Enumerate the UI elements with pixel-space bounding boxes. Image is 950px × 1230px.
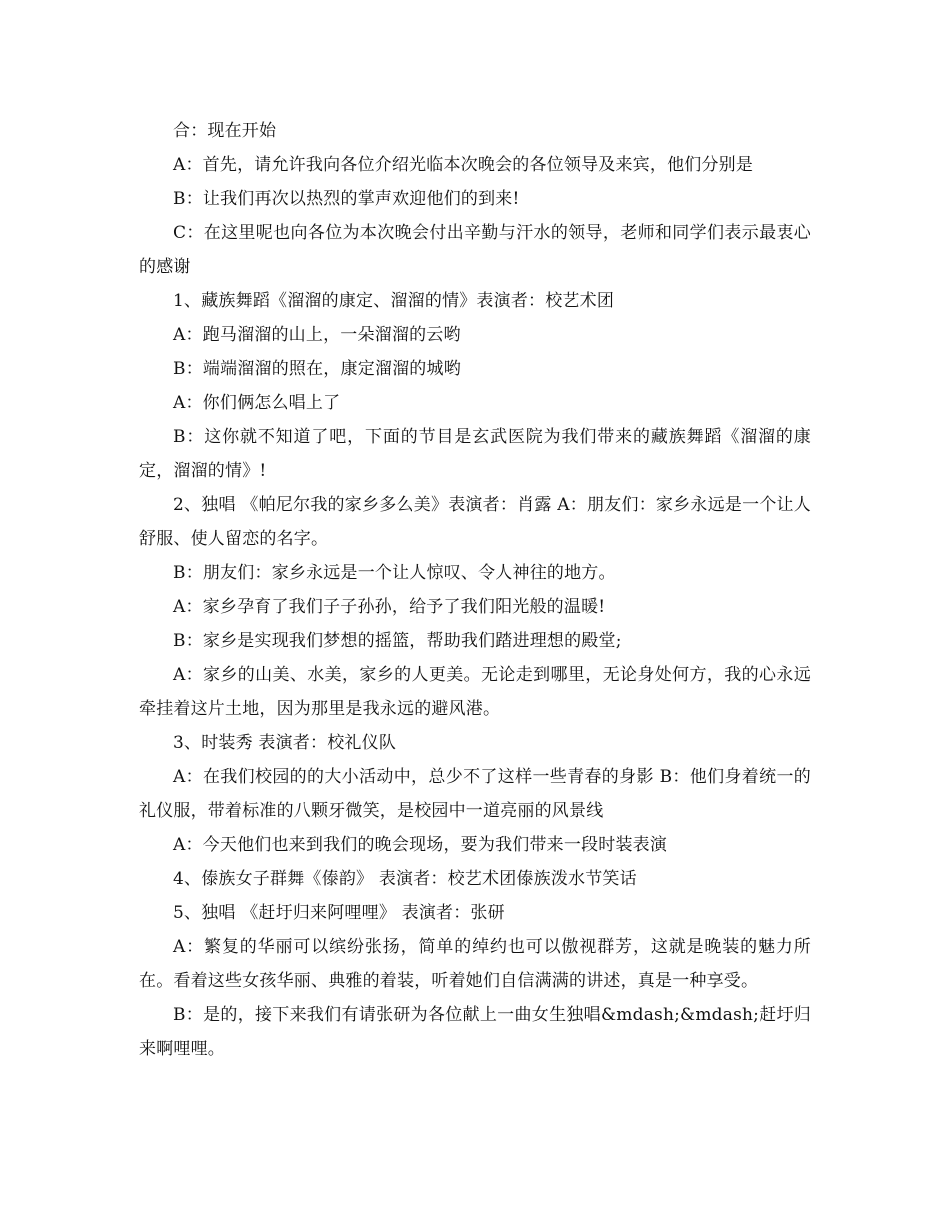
document-body [139, 114, 811, 1066]
paragraph: A：首先，请允许我向各位介绍光临本次晚会的各位领导及来宾，他们分别是 [173, 155, 754, 175]
paragraph: A：在我们校园的的大小活动中，总少不了这样一些青春的身影 B：他们身着统一的礼仪服，带着标准的八颗牙微笑，是校园中一道亮丽的风景线 [139, 767, 811, 821]
paragraph: A：你们俩怎么唱上了 [173, 393, 341, 413]
program-item-heading: 1、藏族舞蹈《溜溜的康定、溜溜的情》表演者：校艺术团 [173, 291, 615, 311]
paragraph: A：家乡的山美、水美，家乡的人更美。无论走到哪里，无论身处何方，我的心永远牵挂着这片土地，因为那里是我永远的避风港。 [139, 665, 811, 719]
program-item-heading: 3、时装秀 表演者：校礼仪队 [173, 733, 397, 753]
paragraph: B：这你就不知道了吧，下面的节目是玄武医院为我们带来的藏族舞蹈《溜溜的康定，溜溜的情》! [139, 427, 811, 481]
paragraph: B：是的，接下来我们有请张研为各位献上一曲女生独唱&mdash;&mdash;赶圩归来啊哩哩。 [139, 1005, 811, 1059]
paragraph: B：端端溜溜的照在，康定溜溜的城哟 [173, 359, 461, 379]
program-item-heading: 5、独唱 《赶圩归来阿哩哩》 表演者：张研 [173, 903, 505, 923]
program-item-heading: 2、独唱 《帕尼尔我的家乡多么美》表演者：肖露 A：朋友们：家乡永远是一个让人舒服、使人留恋的名字。 [139, 495, 811, 549]
paragraph: A：跑马溜溜的山上，一朵溜溜的云哟 [173, 325, 461, 345]
paragraph: B：朋友们：家乡永远是一个让人惊叹、令人神往的地方。 [173, 563, 616, 583]
paragraph: B：让我们再次以热烈的掌声欢迎他们的到来! [173, 189, 520, 209]
paragraph: A：繁复的华丽可以缤纷张扬，简单的绰约也可以傲视群芳，这就是晚装的魅力所在。看着这些女孩华丽、典雅的着装，听着她们自信满满的讲述，真是一种享受。 [139, 937, 811, 991]
program-item-heading: 4、傣族女子群舞《傣韵》 表演者：校艺术团傣族泼水节笑话 [173, 869, 637, 889]
paragraph-opening: 合：现在开始 [173, 121, 277, 141]
paragraph: C：在这里呢也向各位为本次晚会付出辛勤与汗水的领导，老师和同学们表示最衷心的感谢 [139, 223, 811, 277]
paragraph: A：今天他们也来到我们的晚会现场，要为我们带来一段时装表演 [173, 835, 668, 855]
paragraph: B：家乡是实现我们梦想的摇篮，帮助我们踏进理想的殿堂; [173, 631, 622, 651]
paragraph: A：家乡孕育了我们子子孙孙，给予了我们阳光般的温暖! [173, 597, 606, 617]
